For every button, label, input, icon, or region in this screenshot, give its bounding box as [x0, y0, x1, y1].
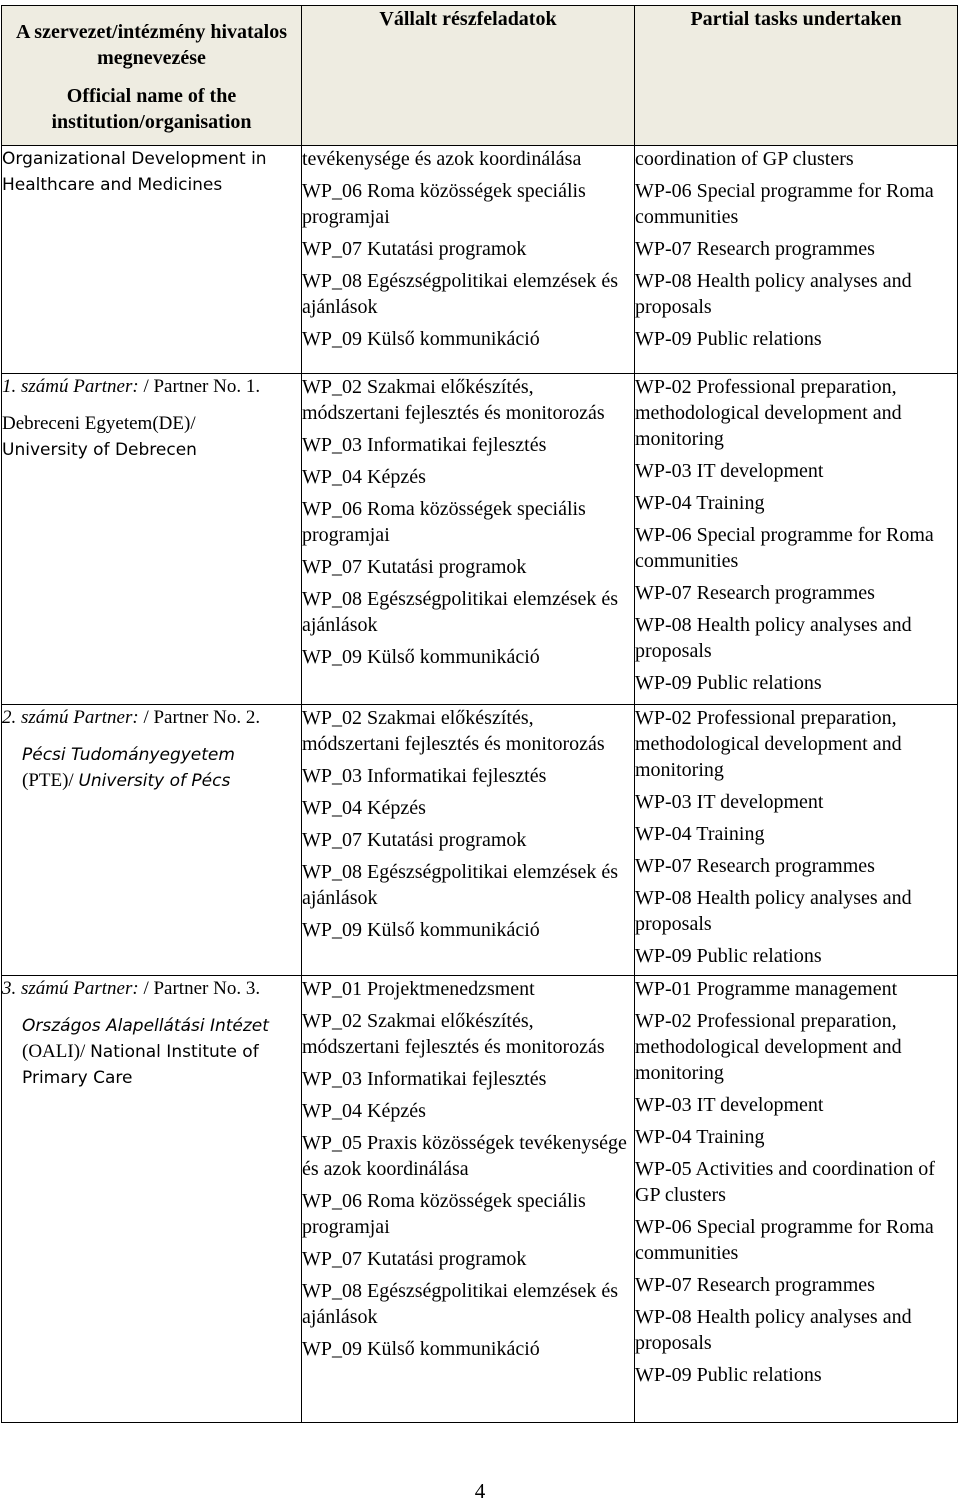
task-hu: WP_03 Informatikai fejlesztés	[302, 434, 547, 456]
partner-label-hu: 3. számú Partner:	[2, 978, 139, 999]
task-en: WP-06 Special programme for Roma communities	[635, 180, 934, 228]
partner-label-en: / Partner No. 3.	[143, 978, 261, 999]
header-institution	[2, 6, 302, 146]
institution-name-en: National Institute of Primary Care	[22, 1042, 259, 1088]
header-institution-en: Official name of the institution/organisation	[51, 85, 252, 133]
task-en: WP-03 IT development	[635, 791, 824, 813]
header-tasks-en: Partial tasks undertaken	[635, 6, 958, 146]
tasks-en-cell	[635, 374, 958, 705]
task-en: WP-02 Professional preparation, methodological development and monitoring	[635, 376, 902, 450]
task-en: WP-06 Special programme for Roma communities	[635, 1216, 934, 1264]
task-hu: WP_02 Szakmai előkészítés, módszertani fejlesztés és monitorozás	[302, 376, 605, 424]
tasks-en-cell	[635, 146, 958, 374]
table-row	[2, 976, 958, 1423]
task-hu: WP_07 Kutatási programok	[302, 556, 527, 578]
task-en: coordination of GP clusters	[635, 148, 854, 170]
partner-label-en: / Partner No. 1.	[143, 376, 261, 397]
task-hu: WP_07 Kutatási programok	[302, 238, 527, 260]
tasks-hu-cell	[302, 976, 635, 1423]
task-hu: WP_09 Külső kommunikáció	[302, 328, 540, 350]
task-en: WP-03 IT development	[635, 1094, 824, 1116]
task-hu: WP_03 Informatikai fejlesztés	[302, 1068, 547, 1090]
table-row	[2, 146, 958, 374]
task-hu: WP_08 Egészségpolitikai elemzések és ajánlások	[302, 861, 619, 909]
institution-name	[2, 1013, 301, 1091]
task-hu: WP_06 Roma közösségek speciális programjai	[302, 498, 586, 546]
task-hu: WP_06 Roma közösségek speciális programjai	[302, 180, 586, 228]
institution-name-hu: Pécsi Tudományegyetem	[22, 745, 235, 765]
task-en: WP-05 Activities and coordination of GP clusters	[635, 1158, 935, 1206]
institution-name	[2, 411, 301, 463]
task-en: WP-09 Public relations	[635, 672, 822, 694]
task-en: WP-08 Health policy analyses and proposals	[635, 1306, 912, 1354]
task-hu: WP_03 Informatikai fejlesztés	[302, 765, 547, 787]
task-en: WP-09 Public relations	[635, 328, 822, 350]
tasks-en-cell	[635, 705, 958, 976]
table-row	[2, 374, 958, 705]
task-hu: WP_09 Külső kommunikáció	[302, 919, 540, 941]
task-hu: WP_07 Kutatási programok	[302, 1248, 527, 1270]
task-hu: WP_08 Egészségpolitikai elemzések és ajánlások	[302, 588, 619, 636]
institution-name	[2, 742, 301, 794]
task-hu: WP_06 Roma közösségek speciális programjai	[302, 1190, 586, 1238]
institution-abbr: (PTE)/	[22, 770, 74, 791]
task-en: WP-04 Training	[635, 1126, 765, 1148]
task-hu: tevékenysége és azok koordinálása	[302, 148, 582, 170]
task-en: WP-06 Special programme for Roma communities	[635, 524, 934, 572]
task-en: WP-08 Health policy analyses and proposals	[635, 887, 912, 935]
partner-label-hu: 2. számú Partner:	[2, 707, 139, 728]
task-hu: WP_09 Külső kommunikáció	[302, 1338, 540, 1360]
tasks-hu-cell	[302, 146, 635, 374]
task-en: WP-07 Research programmes	[635, 855, 875, 877]
table-row	[2, 705, 958, 976]
task-en: WP-08 Health policy analyses and proposals	[635, 270, 912, 318]
task-en: WP-02 Professional preparation, methodological development and monitoring	[635, 707, 902, 781]
page-number: 4	[474, 1479, 486, 1503]
partner-label	[2, 374, 301, 400]
task-en: WP-04 Training	[635, 492, 765, 514]
institution-cell	[2, 976, 302, 1423]
tasks-en-cell	[635, 976, 958, 1423]
task-en: WP-02 Professional preparation, methodological development and monitoring	[635, 1010, 902, 1084]
task-hu: WP_02 Szakmai előkészítés, módszertani fejlesztés és monitorozás	[302, 707, 605, 755]
task-en: WP-04 Training	[635, 823, 765, 845]
partner-tasks-table	[1, 5, 958, 1423]
institution-name-en: University of Pécs	[78, 771, 231, 791]
institution-cell	[2, 705, 302, 976]
task-en: WP-03 IT development	[635, 460, 824, 482]
partner-label-en: / Partner No. 2.	[143, 707, 261, 728]
partner-label	[2, 976, 301, 1002]
task-hu: WP_04 Képzés	[302, 466, 426, 488]
tasks-hu-cell	[302, 705, 635, 976]
task-hu: WP_05 Praxis közösségek tevékenysége és azok koordinálása	[302, 1132, 627, 1180]
task-hu: WP_08 Egészségpolitikai elemzések és ajánlások	[302, 1280, 619, 1328]
header-row	[2, 6, 958, 146]
task-en: WP-09 Public relations	[635, 1364, 822, 1386]
institution-cell	[2, 374, 302, 705]
task-en: WP-08 Health policy analyses and proposals	[635, 614, 912, 662]
tasks-hu-cell	[302, 374, 635, 705]
institution-name: Organizational Development in Healthcare and Medicines	[2, 149, 267, 195]
header-institution-hu: A szervezet/intézmény hivatalos megnevezése	[15, 21, 288, 69]
institution-abbr: (OALI)/	[22, 1041, 86, 1062]
header-tasks-hu: Vállalt részfeladatok	[302, 6, 635, 146]
task-hu: WP_08 Egészségpolitikai elemzések és ajánlások	[302, 270, 619, 318]
task-hu: WP_04 Képzés	[302, 797, 426, 819]
task-hu: WP_07 Kutatási programok	[302, 829, 527, 851]
task-en: WP-07 Research programmes	[635, 1274, 875, 1296]
institution-cell	[2, 146, 302, 374]
task-hu: WP_09 Külső kommunikáció	[302, 646, 540, 668]
task-en: WP-07 Research programmes	[635, 582, 875, 604]
task-hu: WP_02 Szakmai előkészítés, módszertani fejlesztés és monitorozás	[302, 1010, 605, 1058]
task-en: WP-07 Research programmes	[635, 238, 875, 260]
institution-name-en: University of Debrecen	[2, 440, 197, 460]
task-en: WP-09 Public relations	[635, 945, 822, 967]
partner-label	[2, 705, 301, 731]
task-hu: WP_01 Projektmenedzsment	[302, 978, 535, 1000]
task-hu: WP_04 Képzés	[302, 1100, 426, 1122]
task-en: WP-01 Programme management	[635, 978, 898, 1000]
institution-name-hu: Országos Alapellátási Intézet	[22, 1016, 269, 1036]
institution-name-hu: Debreceni Egyetem(DE)/	[2, 413, 196, 434]
partner-label-hu: 1. számú Partner:	[2, 376, 139, 397]
